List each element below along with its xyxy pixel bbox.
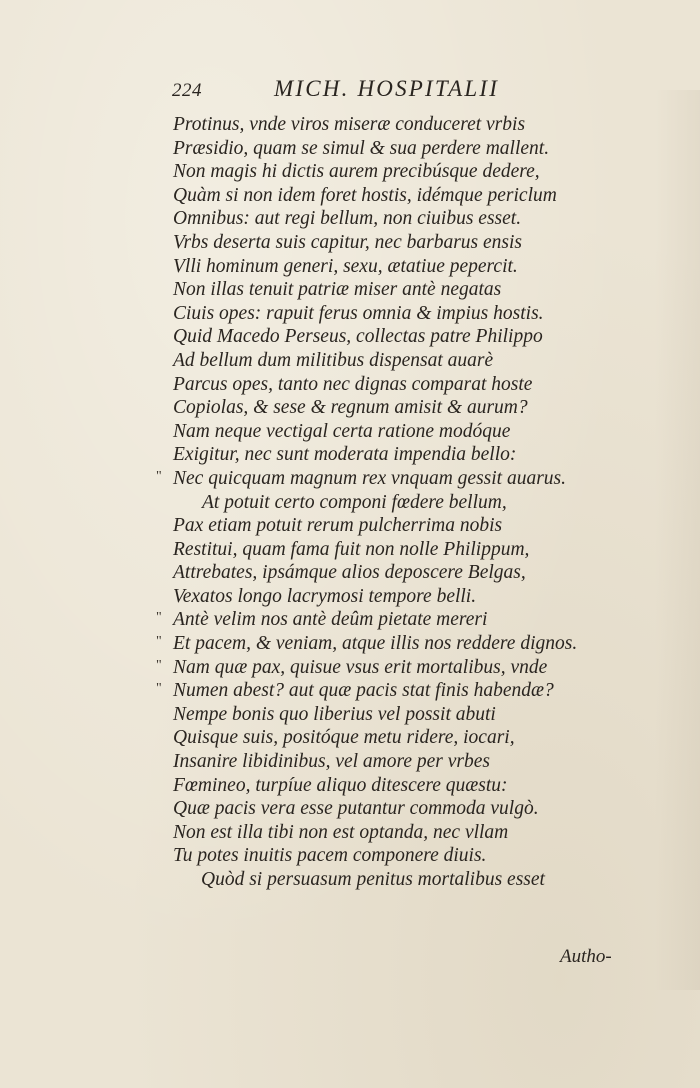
verse-line-text: Et pacem, & veniam, atque illis nos reddere dignos.: [173, 633, 578, 655]
verse-line-text: Nam quæ pax, quisue vsus erit mortalibus, vnde: [173, 656, 548, 678]
verse-line: [155, 396, 615, 420]
verse-line-text: Pax etiam potuit rerum pulcherrima nobis: [173, 515, 503, 537]
verse-line: [155, 113, 615, 137]
verse-line: [155, 302, 615, 326]
verse-line-text: Quæ pacis vera esse putantur commoda vulgò.: [173, 798, 539, 820]
verse-line: [155, 608, 615, 632]
verse-text-block: [155, 113, 615, 892]
verse-line-text: Non magis hi dictis aurem precibúsque dedere,: [173, 161, 540, 183]
verse-line-text: Restitui, quam fama fuit non nolle Philippum,: [173, 538, 530, 560]
quotation-mark: ": [156, 468, 162, 484]
verse-line-text: At potuit certo componi fœdere bellum,: [202, 491, 507, 513]
running-title: MICH. HOSPITALII: [274, 76, 500, 101]
show-through-shading: [655, 90, 700, 990]
verse-line: [155, 184, 615, 208]
verse-line-text: Vlli hominum generi, sexu, ætatiue pepercit.: [173, 255, 518, 277]
quotation-mark: ": [156, 681, 162, 697]
verse-line-text: Numen abest? aut quæ pacis stat finis habendæ?: [173, 680, 554, 702]
verse-line-text: Insanire libidinibus, vel amore per vrbes: [173, 751, 491, 773]
verse-line: [155, 325, 615, 349]
verse-line: [155, 231, 615, 255]
verse-line-text: Non est illa tibi non est optanda, nec vllam: [173, 821, 509, 843]
verse-line: [155, 844, 615, 868]
verse-line: [155, 632, 615, 656]
verse-line-text: Vexatos longo lacrymosi tempore belli.: [173, 585, 477, 607]
verse-line-text: Nempe bonis quo liberius vel possit abuti: [173, 703, 496, 725]
verse-line-text: Nam neque vectigal certa ratione modóque: [173, 420, 511, 442]
verse-line: [155, 585, 615, 609]
verse-line-text: Copiolas, & sese & regnum amisit & aurum?: [173, 397, 528, 419]
verse-line-text: Ciuis opes: rapuit ferus omnia & impius hostis.: [173, 302, 544, 324]
verse-line-text: Nec quicquam magnum rex vnquam gessit auarus.: [173, 467, 567, 489]
verse-line-text: Quàm si non idem foret hostis, idémque periclum: [173, 184, 557, 206]
verse-line: [155, 491, 615, 515]
verse-line: [155, 255, 615, 279]
verse-line-text: Exigitur, nec sunt moderata impendia bello:: [173, 444, 517, 466]
quotation-mark: ": [156, 634, 162, 650]
verse-line: [155, 726, 615, 750]
quotation-mark: ": [156, 657, 162, 673]
verse-line-text: Vrbs deserta suis capitur, nec barbarus ensis: [173, 231, 523, 253]
verse-line-text: Præsidio, quam se simul & sua perdere mallent.: [173, 137, 550, 159]
verse-line-text: Omnibus: aut regi bellum, non ciuibus esset.: [173, 208, 522, 230]
verse-line: [155, 797, 615, 821]
verse-line: [155, 373, 615, 397]
verse-line: [155, 868, 615, 892]
verse-line: [155, 160, 615, 184]
quotation-mark: ": [156, 610, 162, 626]
verse-line: [155, 679, 615, 703]
catchword: Autho-: [560, 946, 612, 967]
verse-line-text: Ad bellum dum militibus dispensat auarè: [173, 349, 494, 371]
verse-line-text: Quid Macedo Perseus, collectas patre Philippo: [173, 326, 543, 348]
verse-line-text: Tu potes inuitis pacem componere diuis.: [173, 845, 487, 867]
verse-line: [155, 443, 615, 467]
verse-line: [155, 278, 615, 302]
verse-line: [155, 207, 615, 231]
verse-line-text: Non illas tenuit patriæ miser antè negatas: [173, 279, 502, 301]
verse-line: [155, 774, 615, 798]
verse-line: [155, 420, 615, 444]
verse-line: [155, 514, 615, 538]
verse-line: [155, 538, 615, 562]
verse-line: [155, 561, 615, 585]
verse-line: [155, 349, 615, 373]
verse-line: [155, 703, 615, 727]
verse-line-text: Quisque suis, positóque metu ridere, iocari,: [173, 727, 515, 749]
verse-line: [155, 750, 615, 774]
verse-line: [155, 137, 615, 161]
verse-line-text: Protinus, vnde viros miseræ conduceret vrbis: [173, 114, 526, 135]
verse-line-text: Parcus opes, tanto nec dignas comparat hoste: [173, 373, 533, 395]
verse-line-text: Quòd si persuasum penitus mortalibus esset: [201, 869, 545, 890]
verse-line-text: Attrebates, ipsámque alios deposcere Belgas,: [173, 562, 526, 584]
verse-line-text: Antè velim nos antè deûm pietate mereri: [173, 609, 488, 631]
verse-line: [155, 467, 615, 491]
verse-line: [155, 656, 615, 680]
page-number: 224: [172, 80, 202, 101]
page-header: [172, 76, 572, 106]
verse-line: [155, 821, 615, 845]
verse-line-text: Fœmineo, turpíue aliquo ditescere quæstu:: [173, 774, 508, 796]
